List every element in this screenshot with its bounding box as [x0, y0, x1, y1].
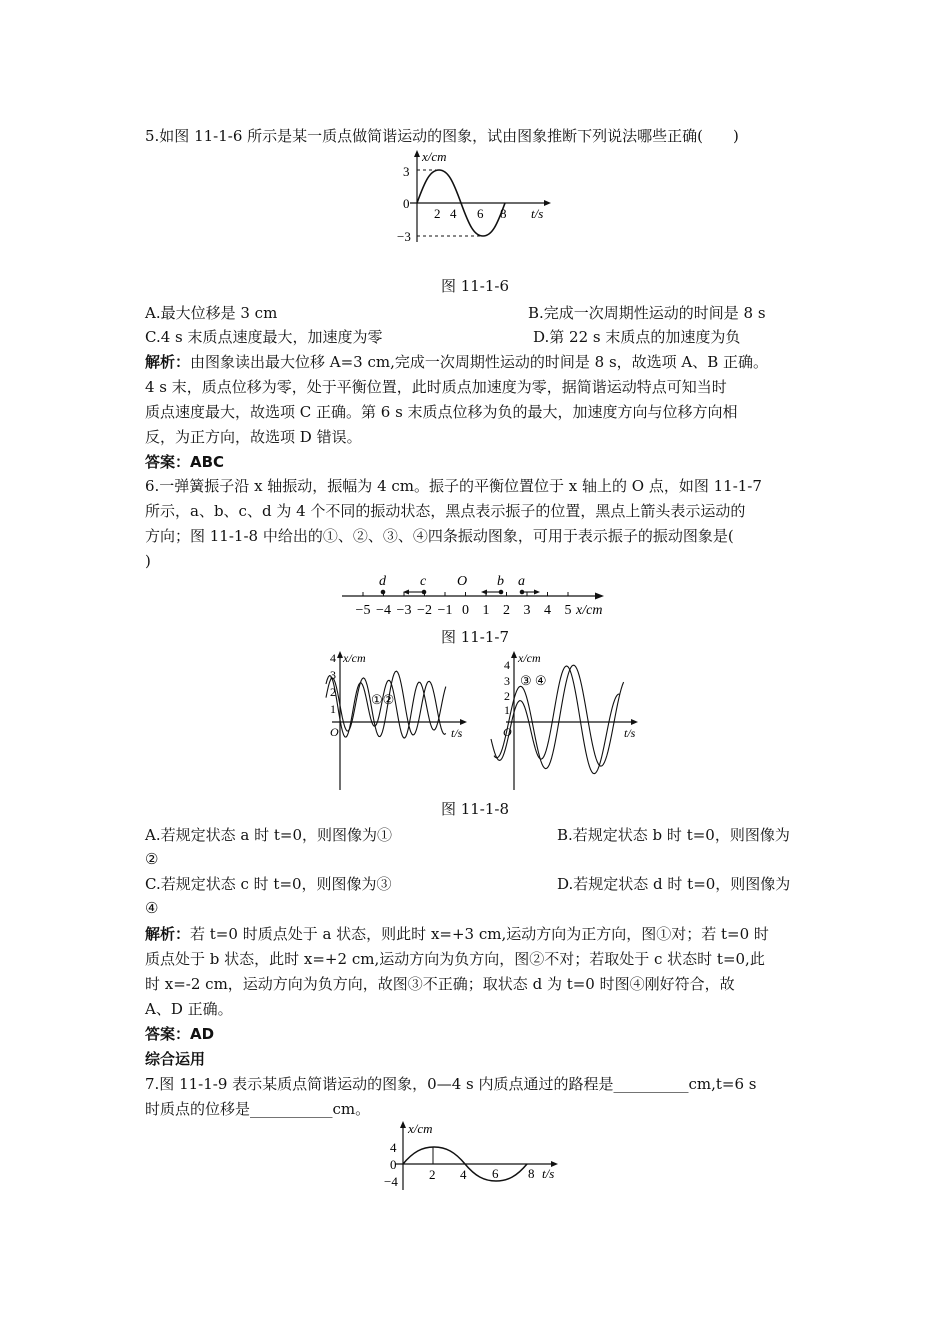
label-a: a: [518, 574, 525, 589]
y-tick-3: 3: [330, 668, 336, 682]
q5-analysis-line-3: 质点速度最大，故选项 C 正确。第 6 s 末质点位移为负的最大，加速度方向与位移方向相: [145, 403, 738, 421]
q6-analysis-line-4: A、D 正确。: [145, 1000, 233, 1018]
analysis-label: 解析：: [145, 925, 191, 943]
q6-stem-line-2: 所示，a、b、c、d 为 4 个不同的振动状态，黑点表示振子的位置，黑点上箭头表示运动的: [145, 502, 746, 520]
figure-11-1-8-right: [484, 646, 644, 794]
curve-3: [491, 666, 619, 774]
q5-option-c: C.4 s 末质点速度最大，加速度为零: [145, 328, 383, 346]
y-tick-neg4: −4: [384, 1174, 398, 1189]
tick-label: −1: [437, 603, 453, 618]
label-b: b: [497, 574, 504, 589]
q5-analysis-line-2: 4 s 末，质点位移为零，处于平衡位置，此时质点加速度为零，据简谐运动特点可知当时: [145, 378, 727, 396]
tick-label: 4: [544, 603, 551, 618]
analysis-label: 解析：: [145, 353, 191, 371]
tick-label: 3: [523, 603, 531, 618]
q6-answer: 答案：AD: [145, 1025, 215, 1043]
x-axis-label: x/cm: [576, 603, 603, 618]
q6-analysis-line-3: 时 x=-2 cm，运动方向为负方向，故图③不正确；取状态 d 为 t=0 时图④刚好符合，故: [145, 975, 735, 993]
y-tick-4: 4: [390, 1140, 397, 1155]
y-tick-0: 0: [403, 196, 410, 211]
y-tick-1: 1: [330, 702, 336, 716]
tick-label: 0: [462, 603, 469, 618]
y-tick-4: 4: [504, 658, 510, 672]
q5-stem: 5.如图 11-1-6 所示是某一质点做简谐运动的图象，试由图象推断下列说法哪些正确( ): [145, 127, 739, 145]
tick-label: 5: [564, 603, 572, 618]
q6-stem-line-3: 方向；图 11-1-8 中给出的①、②、③、④四条振动图象，可用于表示振子的振动图象是(: [145, 527, 734, 545]
y-tick-3: 3: [504, 674, 510, 688]
y-tick-3: 3: [403, 164, 410, 179]
tick-label: 2: [503, 603, 510, 618]
y-axis-label: x/cm: [422, 149, 447, 164]
x-tick-2: 2: [434, 206, 441, 221]
tick-label: 1: [482, 603, 490, 618]
q5-answer: 答案：ABC: [145, 453, 225, 471]
x-tick-4: 4: [460, 1167, 467, 1182]
figure-11-1-8-left: [305, 646, 475, 794]
y-tick-4: 4: [330, 651, 336, 665]
q6-option-d: D.若规定状态 d 时 t=0，则图像为: [557, 875, 791, 893]
x-axis-label: t/s: [542, 1166, 555, 1181]
y-tick-2: 2: [504, 689, 510, 703]
x-axis-label: t/s: [531, 206, 544, 221]
q6-analysis-line-1: 解析：若 t=0 时质点处于 a 状态，则此时 x=+3 cm,运动方向为正方向，图①对；若 t=0 时: [145, 925, 769, 943]
caption-11-1-6: 图 11-1-6: [440, 277, 510, 295]
y-tick-neg3: −3: [397, 229, 411, 244]
figure-11-1-6: [370, 146, 570, 252]
y-tick-2: 2: [330, 685, 336, 699]
q6-analysis-line-2: 质点处于 b 状态，此时 x=+2 cm,运动方向为负方向，图②不对；若取处于 c 状态时 t=0,此: [145, 950, 765, 968]
q5-analysis-line-1: 解析：由图象读出最大位移 A=3 cm,完成一次周期性运动的时间是 8 s，故选项 A、B 正确。: [145, 353, 769, 371]
q5-option-d: D.第 22 s 末质点的加速度为负: [533, 328, 741, 346]
q6-option-c: C.若规定状态 c 时 t=0，则图像为③: [145, 875, 392, 893]
x-tick-8: 8: [528, 1166, 535, 1181]
arrow-a-right-icon: [534, 590, 540, 595]
q6-option-a: A.若规定状态 a 时 t=0，则图像为①: [145, 826, 392, 844]
tick-label: −5: [355, 603, 371, 618]
q5-option-b: B.完成一次周期性运动的时间是 8 s: [528, 304, 766, 322]
tick-label: −2: [417, 603, 432, 618]
y-tick-0: 0: [390, 1157, 397, 1172]
x-tick-6: 6: [492, 1166, 499, 1181]
point-d: [381, 590, 386, 595]
q6-option-b-cont: ②: [145, 850, 159, 868]
q6-option-b: B.若规定状态 b 时 t=0，则图像为: [557, 826, 790, 844]
figure-11-1-9: [366, 1118, 572, 1192]
origin-label: O: [330, 725, 339, 739]
origin-label: O: [503, 725, 512, 739]
label-c: c: [420, 574, 427, 589]
curve-label-3-4: ③ ④: [520, 673, 547, 688]
arrow-b-left-icon: [481, 590, 487, 595]
q7-stem-line-1: 7.图 11-1-9 表示某质点简谐运动的图象，0—4 s 内质点通过的路程是__________cm,t=6 s: [145, 1075, 757, 1093]
figure-11-1-7: [336, 570, 622, 622]
q6-stem-line-4: ): [145, 552, 151, 570]
tick-label: −4: [376, 603, 391, 618]
curve-label-1-2: ①②: [371, 692, 395, 707]
label-o: O: [457, 574, 468, 589]
x-tick-4: 4: [450, 206, 457, 221]
y-axis-label: x/cm: [518, 651, 541, 665]
point-b: [499, 590, 504, 595]
q5-option-a: A.最大位移是 3 cm: [145, 304, 278, 322]
x-axis-label: t/s: [624, 726, 636, 740]
y-axis-label: x/cm: [343, 651, 366, 665]
x-tick-2: 2: [429, 1167, 436, 1182]
y-tick-1: 1: [504, 703, 510, 717]
q7-stem-line-2: 时质点的位移是___________cm。: [145, 1100, 371, 1118]
q6-option-d-cont: ④: [145, 899, 159, 917]
section-heading: 综合运用: [145, 1050, 206, 1068]
caption-11-1-7: 图 11-1-7: [440, 628, 510, 646]
label-d: d: [379, 574, 386, 589]
tick-label: −3: [396, 603, 412, 618]
q5-analysis-line-4: 反，为正方向，故选项 D 错误。: [145, 428, 362, 446]
x-tick-8: 8: [500, 206, 507, 221]
point-c: [422, 590, 427, 595]
x-axis-label: t/s: [451, 726, 463, 740]
y-axis-label: x/cm: [408, 1121, 433, 1136]
caption-11-1-8: 图 11-1-8: [440, 800, 510, 818]
x-tick-6: 6: [477, 206, 484, 221]
q6-stem-line-1: 6.一弹簧振子沿 x 轴振动，振幅为 4 cm。振子的平衡位置位于 x 轴上的 O 点，如图 11-1-7: [145, 477, 762, 495]
point-a: [520, 590, 525, 595]
